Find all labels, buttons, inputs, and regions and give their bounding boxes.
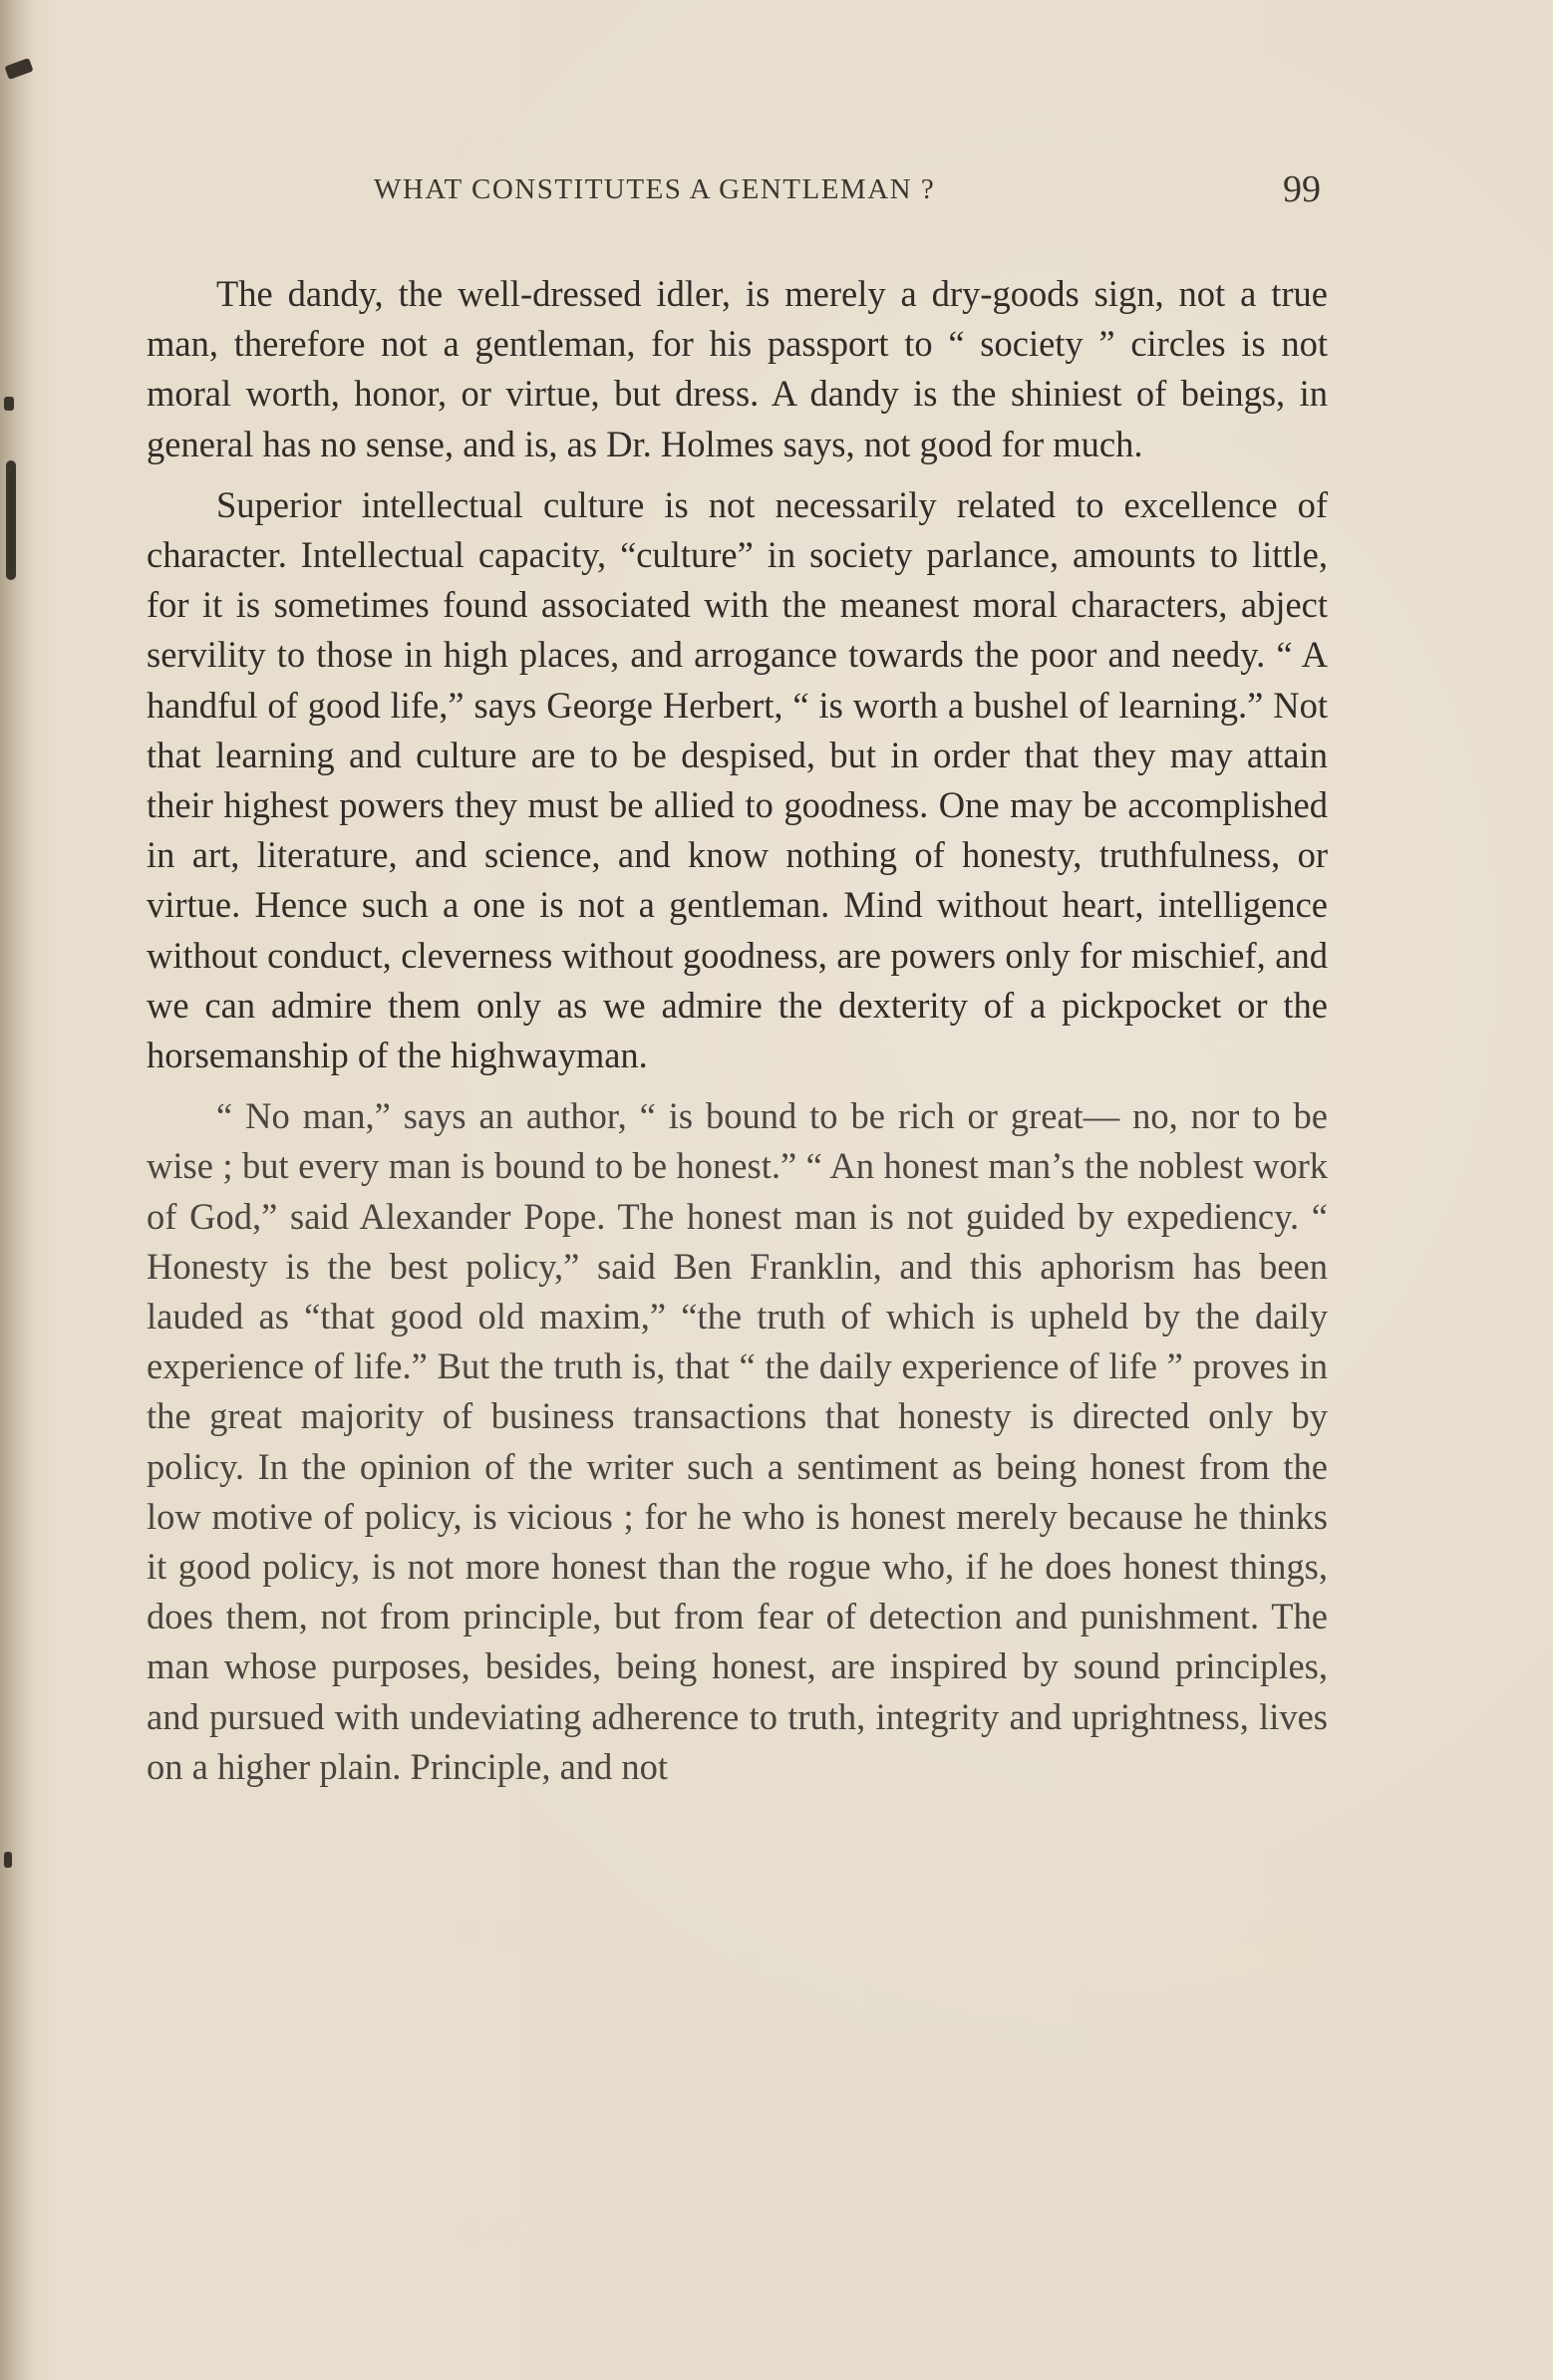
binding-mark bbox=[6, 460, 16, 580]
paragraph: The dandy, the well-dressed idler, is merely a dry-goods sign, not a true man, therefore not a gentleman, for his passport to “ society ” circles is not moral worth, honor, or virtue, but dress. A dandy is the shiniest of beings, in general has no sense, and is, as Dr. Holmes says, not good for much. bbox=[147, 273, 1328, 464]
paragraph: Superior intellectual culture is not necessarily related to excellence of character. Intellectual capacity, “culture” in society parlance, amounts to little, for it is sometimes found associated with the meanest moral characters, abject servility to those in high places, and arrogance towards the poor and needy. “ A handful of good life,” says George Herbert, “ is worth a bushel of learning.” Not that learning and culture are to be despised, but in order that they may attain their highest powers they must be allied to goodness. One may be accomplished in art, literature, and science, and know nothing of honesty, truthfulness, or virtue. Hence such a one is not a gentleman. Mind without heart, intelligence without conduct, cleverness without goodness, are powers only for mischief, and we can admire them only as we admire the dexterity of a pickpocket or the horsemanship of the highwayman. bbox=[147, 483, 1328, 1076]
body-text bbox=[147, 269, 1328, 1803]
running-head: WHAT CONSTITUTES A GENTLEMAN ? bbox=[374, 173, 936, 205]
page-number: 99 bbox=[1283, 168, 1321, 210]
binding-mark bbox=[4, 397, 14, 411]
binding-mark bbox=[4, 1852, 12, 1868]
paragraph: “ No man,” says an author, “ is bound to be rich or great— no, nor to be wise ; but every man is bound to be honest.” “ An honest man’s the noblest work of God,” said Alexander Pope. The honest man is not guided by expediency. “ Honesty is the best policy,” said Ben Franklin, and this aphorism has been lauded as “that good old maxim,” “the truth of which is upheld by the daily experience of life.” But the truth is, that “ the daily experience of life ” proves in the great majority of business transactions that honesty is directed only by policy. In the opinion of the writer such a sentiment as being honest from the low motive of policy, is vicious ; for he who is honest merely because he thinks it good policy, is not more honest than the rogue who, if he does honest things, does them, not from principle, but from fear of detection and punishment. The man whose purposes, besides, being honest, are inspired by sound principles, and pursued with undeviating adherence to truth, integrity and uprightness, lives on a higher plain. Principle, and not bbox=[147, 1095, 1328, 1787]
page-header bbox=[150, 167, 1321, 217]
binding-gutter bbox=[0, 0, 34, 2380]
